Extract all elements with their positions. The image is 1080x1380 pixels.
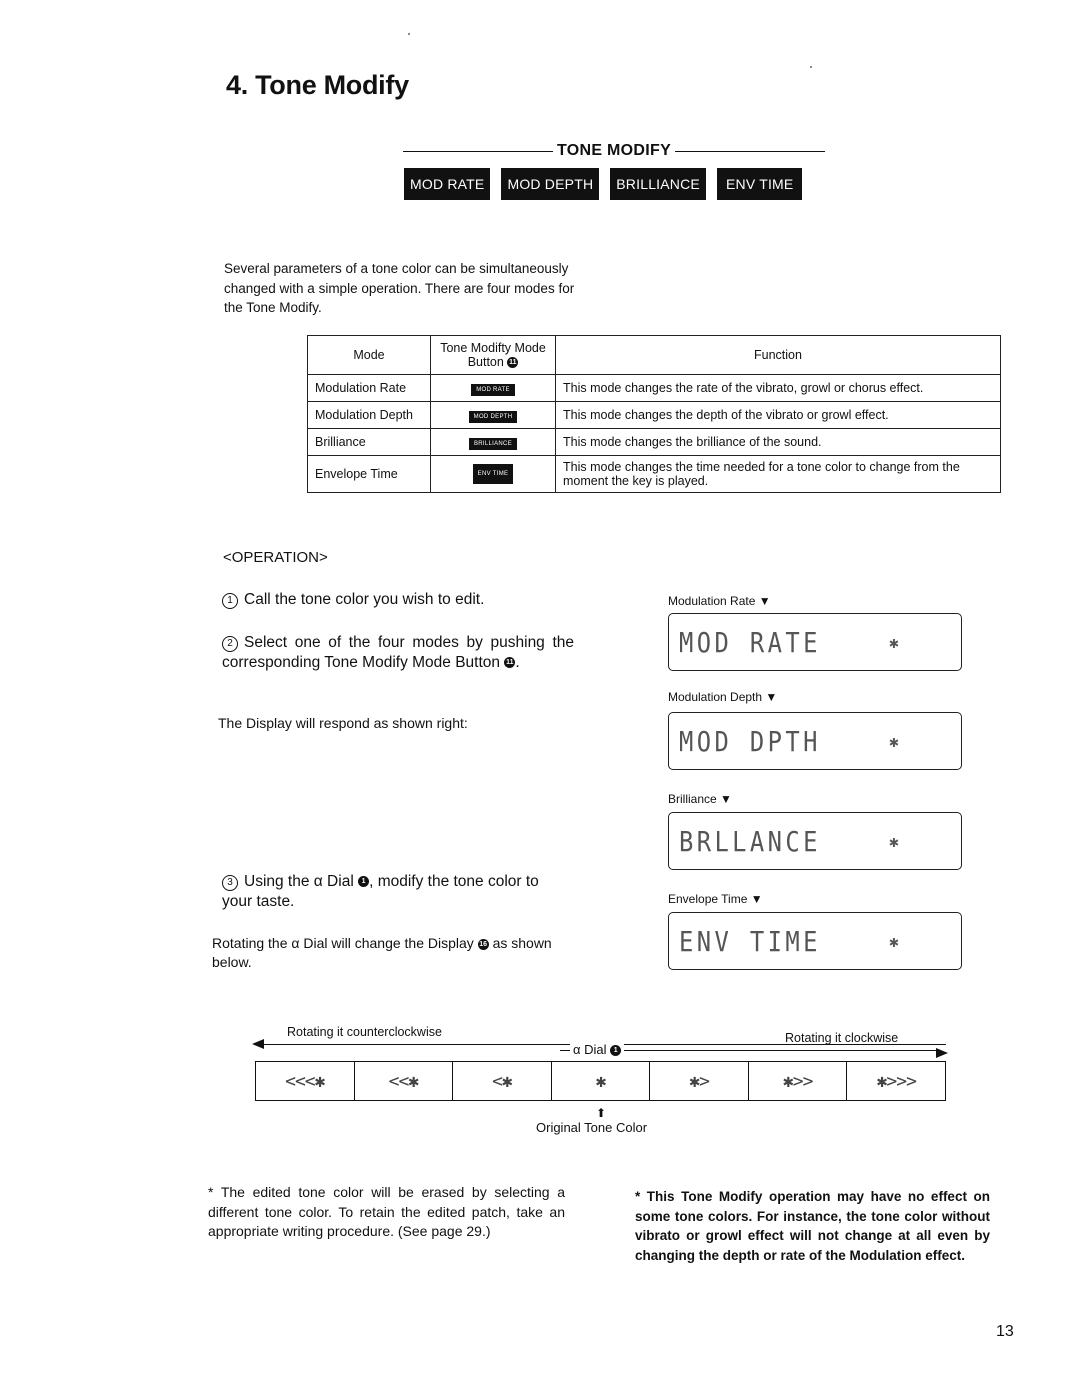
tone-modify-heading-text: TONE MODIFY [556,142,672,159]
strip-cell-ccw-3: <<<✱ [256,1062,355,1100]
note-erase: * The edited tone color will be erased by selecting a different tone color. To retain the edited patch, take an appropriate writing procedure. (See page 29.) [208,1184,565,1239]
row-function: This mode changes the rate of the vibrato, growl or chorus effect. [556,375,1001,402]
asterisk-icon: ✱ [889,931,899,951]
step-text: Call the tone color you wish to edit. [244,591,485,608]
lcd-mod-depth [668,712,962,770]
table-row [308,456,1001,493]
rotate-note-a: Rotating the α Dial will change the Display [212,935,474,951]
step-2: 2 Select one of the four modes by pushing the corresponding Tone Modify Mode Button 11 . [222,634,574,671]
page-title: 4. Tone Modify [226,70,409,100]
ref-11-icon: 11 [509,359,517,367]
mod-rate-button[interactable]: MOD RATE [404,168,490,200]
step-number-icon: 3 [222,875,238,891]
tone-modify-buttons [404,168,802,200]
alpha-dial-label: α Dial [573,1042,607,1057]
rotate-note [212,934,572,972]
display-label-mod-rate: Modulation Rate ▼ [668,594,771,608]
ref-1-icon: 1 [358,876,369,887]
brilliance-button[interactable]: BRILLIANCE [610,168,706,200]
note-no-effect: * This Tone Modify operation may have no effect on some tone colors. For instance, the tone color without vibrato or growl effect will not change at all even by changing the depth or rate of the Modulation effect. [635,1189,990,1263]
header-button [431,336,556,375]
display-label-mod-depth: Modulation Depth ▼ [668,690,778,704]
asterisk-icon: ✱ [889,632,899,652]
dial-display-strip [255,1061,946,1101]
scan-speck [810,66,812,68]
display-label-env-time: Envelope Time ▼ [668,892,763,906]
table-header-row [308,336,1001,375]
scan-speck [408,33,410,35]
header-function: Function [556,336,1001,375]
ref-16-icon: 16 [479,940,488,948]
up-arrow-icon: ⬆ [596,1106,607,1120]
mini-mod-rate-button: MOD RATE [471,384,515,396]
row-mode: Modulation Rate [308,375,431,402]
rotate-note-b: as shown below. [212,935,552,970]
modes-table [307,335,1001,493]
lcd-text: ENV TIME [679,924,821,958]
row-mode: Modulation Depth [308,402,431,429]
lcd-text: MOD RATE [679,625,821,659]
ref-1-icon: 1 [610,1045,621,1056]
cw-label: Rotating it clockwise [785,1031,899,1045]
lcd-text: MOD DPTH [679,724,821,758]
lcd-mod-rate [668,613,962,671]
table-row [308,375,1001,402]
mod-depth-button[interactable]: MOD DEPTH [501,168,599,200]
page-number: 13 [996,1323,1014,1340]
strip-cell-ccw-2: <<✱ [355,1062,454,1100]
header-mode: Mode [308,336,431,375]
row-function: This mode changes the time needed for a tone color to change from the moment the key is played. [556,456,1001,493]
strip-cell-cw-2: ✱>> [749,1062,848,1100]
ref-11-icon: 11 [506,659,514,667]
row-button-cell [431,402,556,429]
strip-cell-ccw-1: <✱ [453,1062,552,1100]
step-number-icon: 1 [222,593,238,609]
mini-env-time-button: ENV TIME [473,464,514,484]
table-row [308,429,1001,456]
original-tone-color-label: Original Tone Color [536,1120,648,1135]
step-text-a: Using the α Dial [244,873,354,890]
asterisk-icon: ✱ [889,731,899,751]
lcd-env-time [668,912,962,970]
env-time-button[interactable]: ENV TIME [717,168,802,200]
row-button-cell [431,375,556,402]
step-text-b: , modify the tone color to your taste. [222,873,539,910]
mini-brilliance-button: BRILLIANCE [469,438,517,450]
display-response-note: The Display will respond as shown right: [218,715,468,731]
display-label-brilliance: Brilliance ▼ [668,792,732,806]
intro-paragraph: Several parameters of a tone color can be simultaneously changed with a simple operation. There are four modes for the Tone Modify. [224,261,575,315]
row-function: This mode changes the brilliance of the sound. [556,429,1001,456]
step-text: Select one of the four modes by pushing the corresponding Tone Modify Mode Button [222,634,574,671]
row-button-cell [431,456,556,493]
ccw-label: Rotating it counterclockwise [287,1025,442,1039]
tone-modify-heading [403,141,825,161]
strip-cell-cw-1: ✱> [650,1062,749,1100]
alpha-dial-tag [570,1042,624,1057]
arrow-right-icon [936,1048,948,1058]
row-button-cell [431,429,556,456]
rule-left [403,151,553,152]
rule-right [675,151,825,152]
lcd-text: BRLLANCE [679,824,821,858]
operation-heading: <OPERATION> [223,549,328,566]
strip-cell-cw-3: ✱>>> [876,1070,916,1092]
lcd-brilliance [668,812,962,870]
header-button-text: Tone Modifty Mode Button [440,341,546,369]
step-number-icon: 2 [222,636,238,652]
strip-cell-original: ✱ [552,1062,651,1100]
table-row [308,402,1001,429]
row-function: This mode changes the depth of the vibrato or growl effect. [556,402,1001,429]
asterisk-icon: ✱ [889,831,899,851]
row-mode: Envelope Time [308,456,431,493]
row-mode: Brilliance [308,429,431,456]
step-1 [222,590,484,610]
mini-mod-depth-button: MOD DEPTH [469,411,518,423]
step-3 [222,872,572,912]
